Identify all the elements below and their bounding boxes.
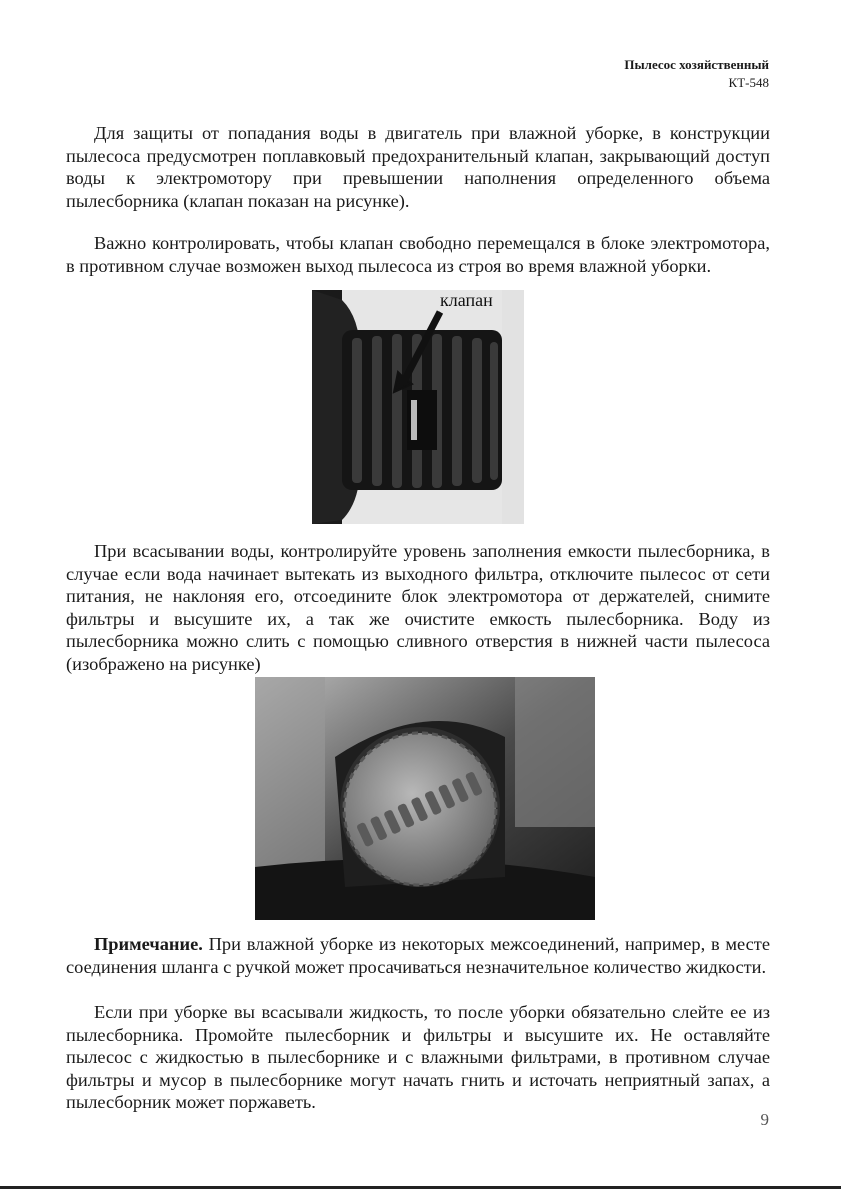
drain-cap-illustration xyxy=(255,677,595,920)
valve-photo-illustration xyxy=(312,290,524,524)
note-label: Примечание. xyxy=(94,934,203,954)
valve-label: клапан xyxy=(440,290,493,310)
paragraph-valve-control: Важно контролировать, чтобы клапан свободно перемещался в блоке электромотора, в противном случае возможен выход пылесоса из строя во время влажной уборки. xyxy=(66,233,770,276)
note-text: При влажной уборке из некоторых межсоединений, например, в месте соединения шланга с ручкой может просачиваться незначительное количество жидкости. xyxy=(66,934,770,977)
valve-photo xyxy=(312,290,524,524)
page-header xyxy=(624,56,769,92)
drain-cap-photo xyxy=(255,677,595,920)
paragraph-valve-intro: Для защиты от попадания воды в двигатель при влажной уборке, в конструкции пылесоса предусмотрен поплавковый предохранительный клапан, закрывающий доступ воды к электромотору при превышении наполнения определенного объема пылесборника (клапан показан на рисунке). xyxy=(66,123,770,211)
paragraph-water-drain: При всасывании воды, контролируйте уровень заполнения емкости пылесборника, в случае если вода начинает вытекать из выходного фильтра, отключите пылесос от сети питания, не наклоняя его, отсоедините блок электромотора от держателей, снимите фильтры и высушите их, а так же очистите емкость пылесборника. Воду из пылесборника можно слить с помощью сливного отверстия в нижней части пылесоса (изображено на рисунке) xyxy=(66,541,770,674)
paragraph-note xyxy=(66,933,770,978)
header-model: КТ-548 xyxy=(728,75,769,90)
header-title: Пылесос хозяйственный xyxy=(624,57,769,72)
page-number: 9 xyxy=(760,1110,769,1129)
paragraph-after-cleaning: Если при уборке вы всасывали жидкость, то после уборки обязательно слейте ее из пылесборника. Промойте пылесборник и фильтры и высушите их. Не оставляйте пылесос с жидкостью в пылесборнике и с влажными фильтрами, в противном случае фильтры и мусор в пылесборнике могут начать гнить и источать неприятный запах, а пылесборник может поржаветь. xyxy=(66,1002,770,1113)
